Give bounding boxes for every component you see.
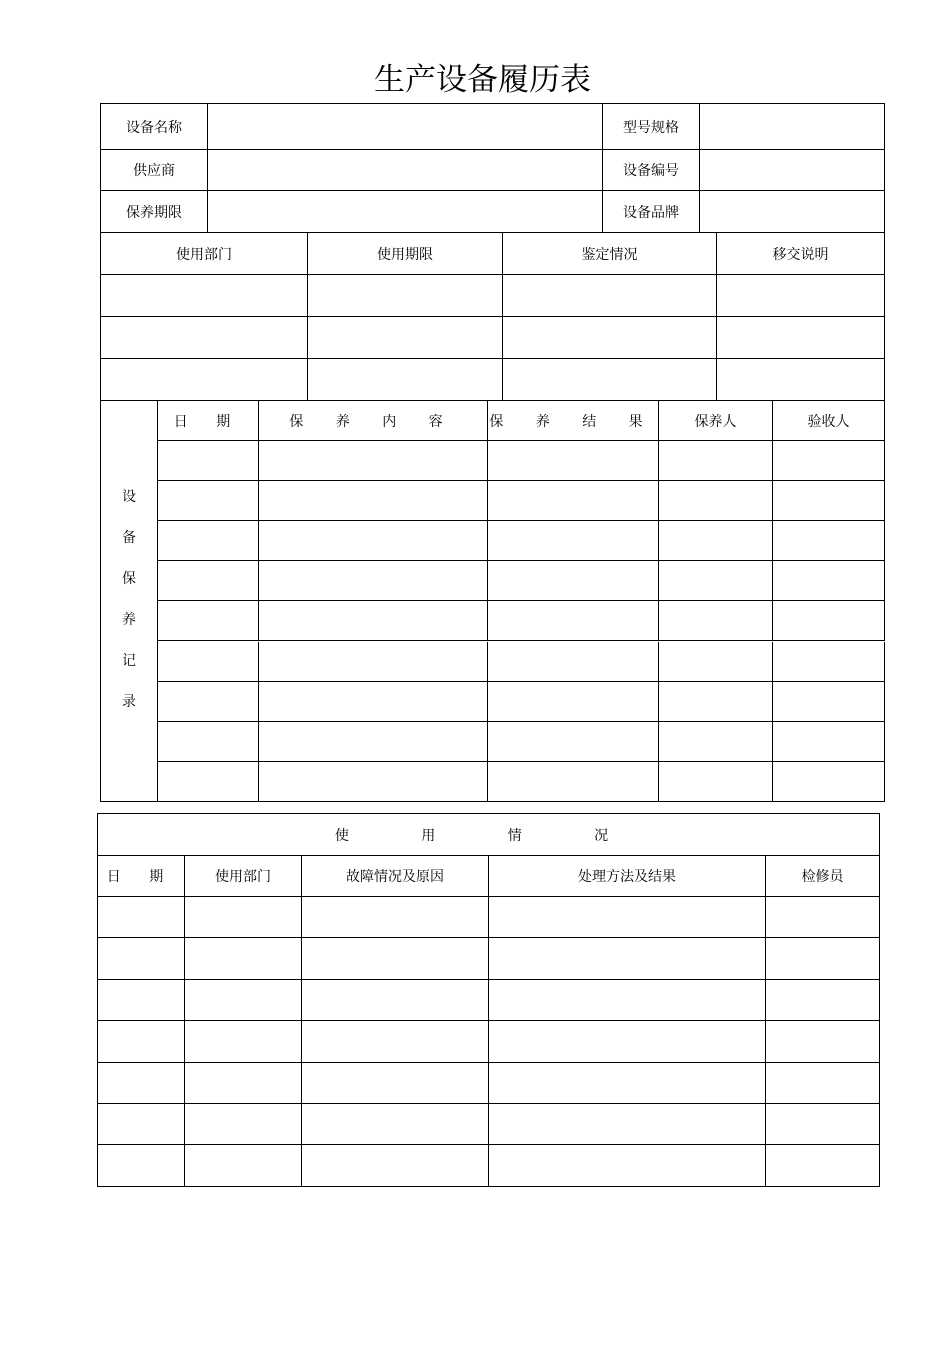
maint-row-5-col-3[interactable] (488, 601, 659, 641)
status-row-4-col-3[interactable] (302, 1021, 489, 1062)
maint-row-6-col-2[interactable] (259, 642, 488, 682)
status-row-5-col-5[interactable] (766, 1063, 880, 1104)
header-inspector: 检修员 (766, 856, 880, 897)
maint-row-4-col-5[interactable] (773, 561, 885, 601)
maint-row-3-col-4[interactable] (659, 521, 773, 561)
status-row-3-col-2[interactable] (185, 980, 302, 1021)
status-row-7-col-1[interactable] (98, 1145, 185, 1186)
status-row-5-col-2[interactable] (185, 1063, 302, 1104)
label-model-spec: 型号规格 (603, 104, 700, 150)
usage-row-3-handover[interactable] (717, 359, 885, 401)
header-assessment: 鉴定情况 (503, 233, 717, 275)
status-row-7-col-4[interactable] (489, 1145, 766, 1186)
header-usage-dept: 使用部门 (101, 233, 308, 275)
usage-status-title: 使 用 情 况 (98, 814, 880, 856)
status-row-2-col-3[interactable] (302, 938, 489, 979)
status-row-5-col-4[interactable] (489, 1063, 766, 1104)
maint-row-1-col-3[interactable] (488, 441, 659, 481)
label-supplier: 供应商 (101, 150, 208, 191)
maint-row-6-col-1[interactable] (158, 642, 259, 682)
status-row-1-col-4[interactable] (489, 897, 766, 938)
label-warranty: 保养期限 (101, 191, 208, 233)
status-row-6-col-4[interactable] (489, 1104, 766, 1145)
side-char: 养 (122, 612, 136, 628)
maint-row-3-col-3[interactable] (488, 521, 659, 561)
status-row-7-col-2[interactable] (185, 1145, 302, 1186)
status-row-3-col-3[interactable] (302, 980, 489, 1021)
maint-row-9-col-2[interactable] (259, 762, 488, 802)
maint-row-7-col-3[interactable] (488, 682, 659, 722)
maint-row-2-col-2[interactable] (259, 481, 488, 521)
side-char: 记 (122, 653, 136, 669)
page-title: 生产设备履历表 (374, 62, 591, 98)
maint-row-6-col-5[interactable] (773, 642, 885, 682)
maint-row-2-col-3[interactable] (488, 481, 659, 521)
status-row-1-col-1[interactable] (98, 897, 185, 938)
status-row-4-col-4[interactable] (489, 1021, 766, 1062)
header-maint-content: 保 养 内 容 (259, 401, 488, 441)
maint-row-9-col-4[interactable] (659, 762, 773, 802)
field-model-spec[interactable] (700, 104, 885, 150)
status-row-5-col-3[interactable] (302, 1063, 489, 1104)
field-warranty[interactable] (208, 191, 603, 233)
maint-row-8-col-1[interactable] (158, 722, 259, 762)
header-usage-period: 使用期限 (308, 233, 503, 275)
maint-row-2-col-5[interactable] (773, 481, 885, 521)
status-row-4-col-5[interactable] (766, 1021, 880, 1062)
maint-row-1-col-4[interactable] (659, 441, 773, 481)
status-row-4-col-2[interactable] (185, 1021, 302, 1062)
header-status-date: 日 期 (98, 856, 185, 897)
status-row-6-col-5[interactable] (766, 1104, 880, 1145)
usage-row-2-handover[interactable] (717, 317, 885, 359)
status-row-3-col-5[interactable] (766, 980, 880, 1021)
usage-row-2-assessment[interactable] (503, 317, 717, 359)
field-equipment-no[interactable] (700, 150, 885, 191)
maint-row-8-col-4[interactable] (659, 722, 773, 762)
usage-row-3-period[interactable] (308, 359, 503, 401)
maint-row-3-col-2[interactable] (259, 521, 488, 561)
status-row-7-col-5[interactable] (766, 1145, 880, 1186)
header-status-dept: 使用部门 (185, 856, 302, 897)
maint-row-9-col-1[interactable] (158, 762, 259, 802)
maint-row-4-col-1[interactable] (158, 561, 259, 601)
status-row-4-col-1[interactable] (98, 1021, 185, 1062)
maint-row-5-col-5[interactable] (773, 601, 885, 641)
status-row-6-col-3[interactable] (302, 1104, 489, 1145)
maint-row-6-col-4[interactable] (659, 642, 773, 682)
side-char: 录 (122, 694, 136, 710)
usage-row-3-assessment[interactable] (503, 359, 717, 401)
maint-row-7-col-2[interactable] (259, 682, 488, 722)
maint-row-5-col-1[interactable] (158, 601, 259, 641)
maint-row-8-col-5[interactable] (773, 722, 885, 762)
label-equipment-no: 设备编号 (603, 150, 700, 191)
maint-row-4-col-3[interactable] (488, 561, 659, 601)
maint-row-1-col-1[interactable] (158, 441, 259, 481)
status-row-5-col-1[interactable] (98, 1063, 185, 1104)
maint-row-3-col-5[interactable] (773, 521, 885, 561)
usage-row-3-dept[interactable] (101, 359, 308, 401)
header-fault: 故障情况及原因 (302, 856, 489, 897)
header-maint-date: 日 期 (158, 401, 259, 441)
status-row-6-col-1[interactable] (98, 1104, 185, 1145)
header-resolution: 处理方法及结果 (489, 856, 766, 897)
label-brand: 设备品牌 (603, 191, 700, 233)
field-brand[interactable] (700, 191, 885, 233)
label-equipment-name: 设备名称 (101, 104, 208, 150)
equipment-form (100, 103, 885, 802)
status-row-6-col-2[interactable] (185, 1104, 302, 1145)
side-char: 备 (122, 530, 136, 546)
side-char: 保 (122, 571, 136, 587)
usage-row-1-assessment[interactable] (503, 275, 717, 317)
maint-row-4-col-4[interactable] (659, 561, 773, 601)
field-equipment-name[interactable] (208, 104, 603, 150)
status-row-7-col-3[interactable] (302, 1145, 489, 1186)
maint-row-8-col-2[interactable] (259, 722, 488, 762)
status-row-3-col-4[interactable] (489, 980, 766, 1021)
status-row-1-col-5[interactable] (766, 897, 880, 938)
maint-row-8-col-3[interactable] (488, 722, 659, 762)
maint-row-1-col-2[interactable] (259, 441, 488, 481)
usage-status-form (97, 813, 880, 1187)
maint-row-4-col-2[interactable] (259, 561, 488, 601)
status-row-1-col-2[interactable] (185, 897, 302, 938)
field-supplier[interactable] (208, 150, 603, 191)
usage-row-2-period[interactable] (308, 317, 503, 359)
usage-row-1-period[interactable] (308, 275, 503, 317)
status-row-2-col-4[interactable] (489, 938, 766, 979)
maintenance-side-label (101, 401, 158, 802)
status-row-2-col-2[interactable] (185, 938, 302, 979)
maint-row-7-col-4[interactable] (659, 682, 773, 722)
usage-row-1-dept[interactable] (101, 275, 308, 317)
usage-row-2-dept[interactable] (101, 317, 308, 359)
header-maint-result: 保 养 结 果 (488, 401, 659, 441)
status-row-3-col-1[interactable] (98, 980, 185, 1021)
maint-row-2-col-4[interactable] (659, 481, 773, 521)
usage-row-1-handover[interactable] (717, 275, 885, 317)
status-row-1-col-3[interactable] (302, 897, 489, 938)
maint-row-5-col-2[interactable] (259, 601, 488, 641)
header-maintainer: 保养人 (659, 401, 773, 441)
maint-row-7-col-5[interactable] (773, 682, 885, 722)
status-row-2-col-1[interactable] (98, 938, 185, 979)
maint-row-1-col-5[interactable] (773, 441, 885, 481)
header-handover: 移交说明 (717, 233, 885, 275)
maint-row-6-col-3[interactable] (488, 642, 659, 682)
maint-row-9-col-5[interactable] (773, 762, 885, 802)
header-acceptor: 验收人 (773, 401, 885, 441)
maint-row-5-col-4[interactable] (659, 601, 773, 641)
maint-row-9-col-3[interactable] (488, 762, 659, 802)
maint-row-2-col-1[interactable] (158, 481, 259, 521)
maint-row-3-col-1[interactable] (158, 521, 259, 561)
status-row-2-col-5[interactable] (766, 938, 880, 979)
maint-row-7-col-1[interactable] (158, 682, 259, 722)
side-char: 设 (122, 489, 136, 505)
